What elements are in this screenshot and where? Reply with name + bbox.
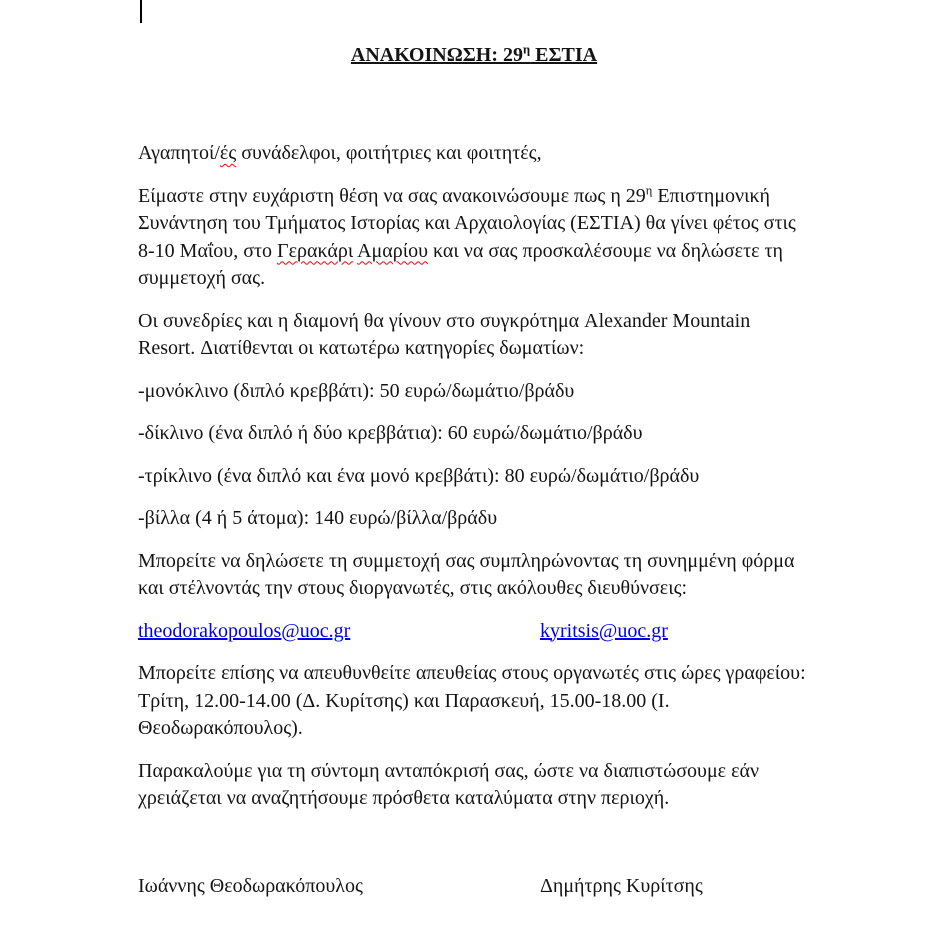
document-content — [138, 42, 810, 900]
greeting-text: Αγαπητοί/ — [138, 142, 220, 164]
paragraph-form-instructions: Μπορείτε να δηλώσετε τη συμμετοχή σας συμπληρώνοντας τη συνημμένη φόρμα και στέλνοντάς την στους διοργανωτές, στις ακόλουθες διευθύνσεις: — [138, 549, 795, 599]
room-option: -δίκλινο (ένα διπλό ή δύο κρεββάτια): 60 ευρώ/δωμάτιο/βράδυ — [138, 422, 643, 444]
title-ordinal-superscript: η — [523, 42, 531, 57]
email-link-kyritsis[interactable]: kyritsis@uoc.gr — [540, 619, 668, 642]
ordinal-superscript: η — [645, 182, 653, 197]
paragraph-announcement — [138, 183, 810, 293]
paragraph-greeting — [138, 140, 810, 168]
announcement-text: και να σας προσκαλέσουμε να δηλώσετε τη συμμετοχή σας. — [138, 239, 784, 289]
text-cursor — [140, 0, 142, 23]
paragraph-closing: Παρακαλούμε για τη σύντομη ανταπόκρισή σας, ώστε να διαπιστώσουμε εάν χρειάζεται να αναζητήσουμε πρόσθετα καταλύματα στην περιοχή. — [138, 759, 759, 809]
signature-kyritsis: Δημήτρης Κυρίτσης — [540, 874, 703, 897]
signature-theodorakopoulos: Ιωάννης Θεοδωρακόπουλος — [138, 874, 363, 897]
announcement-text: Είμαστε στην ευχάριστη θέση να σας ανακοινώσουμε πως η 29 — [138, 184, 646, 207]
paragraph-venue: Οι συνεδρίες και η διαμονή θα γίνουν στο συγκρότημα Alexander Mountain Resort. Διατίθενται οι κατωτέρω κατηγορίες δωματίων: — [138, 309, 751, 359]
misspelled-word: Γερακάρι — [277, 239, 354, 262]
room-option: -μονόκλινο (διπλό κρεββάτι): 50 ευρώ/δωμάτιο/βράδυ — [138, 379, 575, 402]
room-option: -τρίκλινο (ένα διπλό και ένα μονό κρεββάτι): 80 ευρώ/δωμάτιο/βράδυ — [138, 464, 700, 487]
paragraph-office-hours: Μπορείτε επίσης να απευθυνθείτε απευθείας στους οργανωτές στις ώρες γραφείου: Τρίτη, 12.00-14.00 (Δ. Κυρίτσης) και Παρασκευή, 15.00-18.00 (Ι. Θεοδωρακόπουλος). — [138, 662, 806, 739]
title-text: ΑΝΑΚΟΙΝΩΣΗ: 29 — [350, 44, 524, 66]
title-text: ΕΣΤΙΑ — [530, 44, 598, 66]
announcement-text: Επιστημονική Συνάντηση του Τμήματος Ιστορίας και Αρχαιολογίας (ΕΣΤΙΑ) θα γίνει φέτος στις 8-10 Μαΐου, στο — [138, 184, 796, 262]
email-links-row — [138, 618, 810, 646]
email-link-theodorakopoulos[interactable]: theodorakopoulos@uoc.gr — [138, 619, 351, 642]
signatures-row — [138, 873, 810, 901]
room-option: -βίλλα (4 ή 5 άτομα): 140 ευρώ/βίλλα/βράδυ — [138, 507, 498, 529]
misspelled-word: ές — [219, 142, 237, 164]
misspelled-word: Αμαρίου — [357, 239, 429, 262]
document-title — [138, 42, 810, 69]
greeting-text: συνάδελφοι, φοιτήτριες και φοιτητές, — [236, 142, 542, 164]
